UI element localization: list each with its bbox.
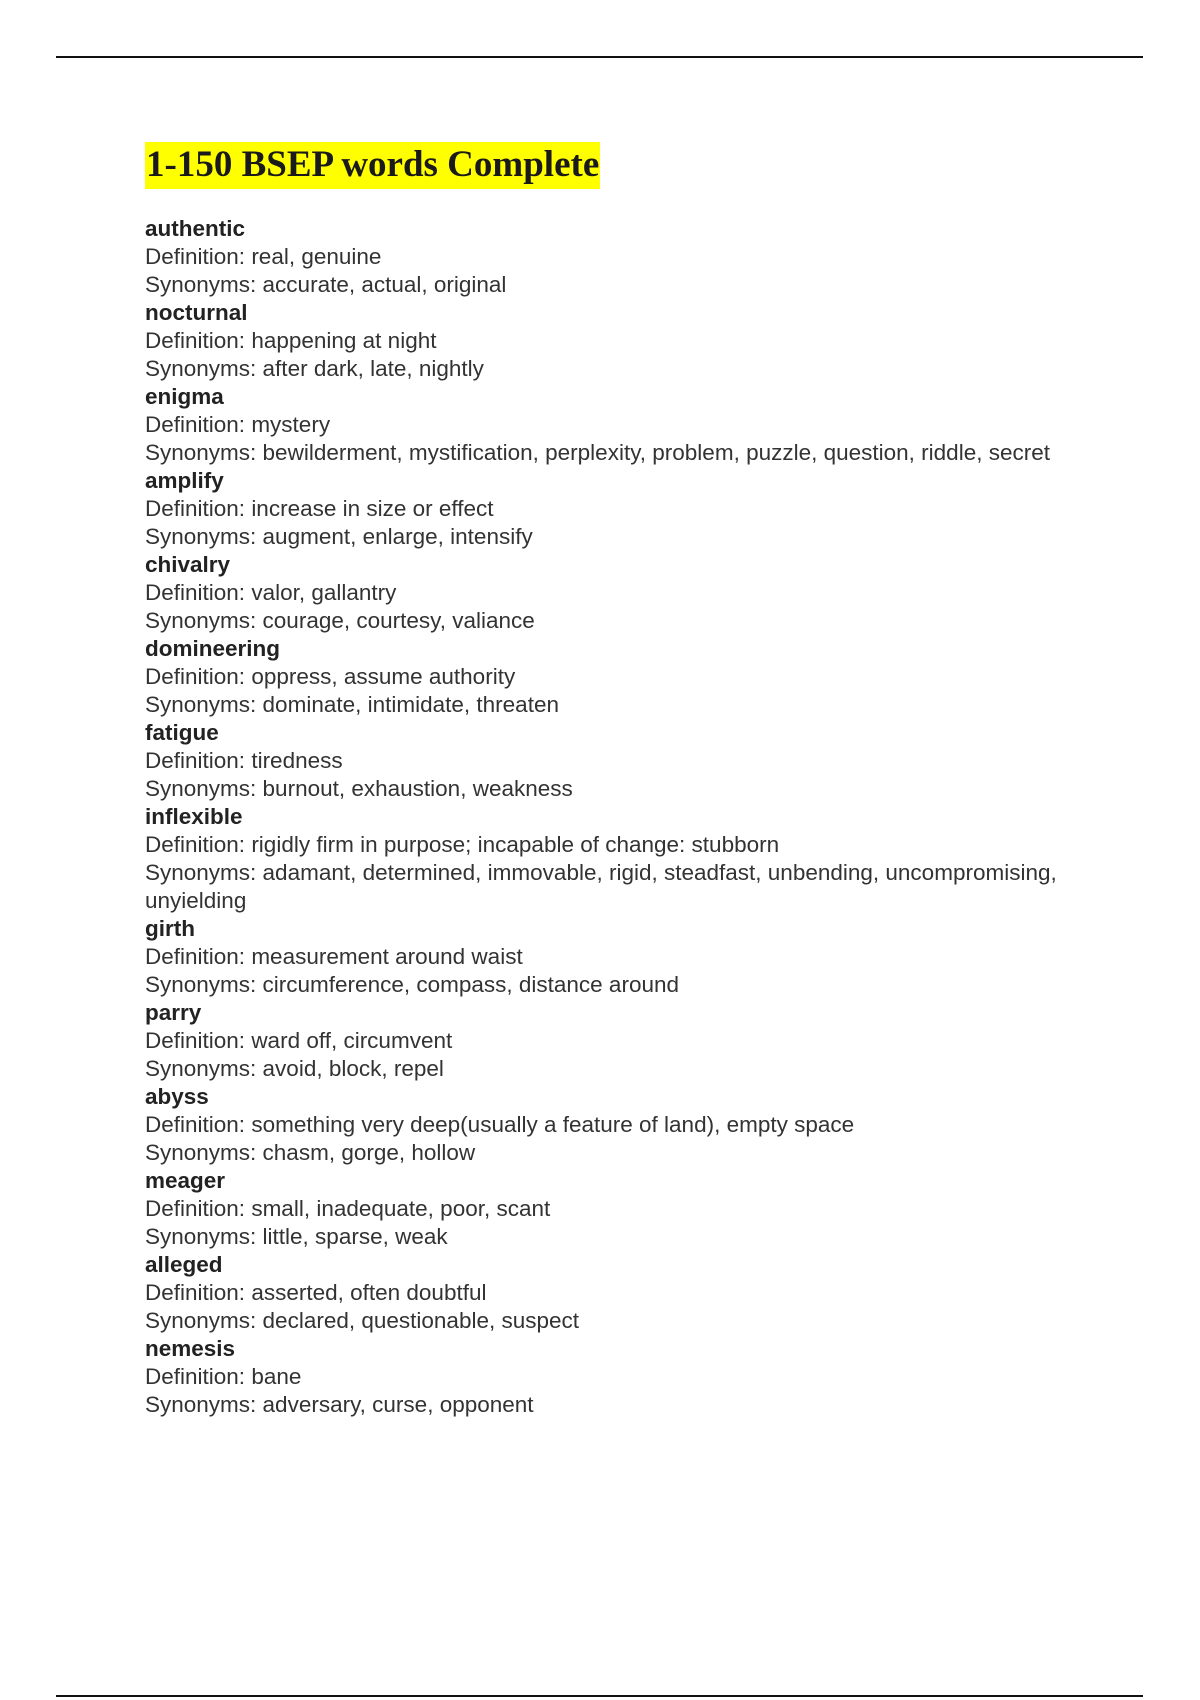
bottom-rule: [56, 1695, 1143, 1697]
vocab-definition: [145, 1363, 1105, 1391]
definition-text: increase in size or effect: [251, 496, 494, 521]
definition-label: Definition:: [145, 1364, 252, 1389]
vocab-definition: [145, 1279, 1105, 1307]
synonyms-label: Synonyms:: [145, 272, 263, 297]
vocab-word: abyss: [145, 1084, 209, 1109]
synonyms-label: Synonyms:: [145, 692, 263, 717]
vocab-entry: [145, 467, 1105, 551]
synonyms-text: after dark, late, nightly: [262, 356, 484, 381]
top-rule: [56, 56, 1143, 58]
synonyms-text: avoid, block, repel: [262, 1056, 444, 1081]
vocab-synonyms: [145, 1139, 1105, 1167]
definition-label: Definition:: [145, 244, 252, 269]
vocab-entry: [145, 803, 1105, 915]
vocab-synonyms: [145, 1307, 1105, 1335]
definition-text: real, genuine: [251, 244, 382, 269]
page-title: 1-150 BSEP words Complete: [145, 142, 600, 189]
vocab-entry: [145, 299, 1105, 383]
definition-label: Definition:: [145, 580, 252, 605]
definition-label: Definition:: [145, 832, 252, 857]
vocab-entry: [145, 635, 1105, 719]
vocab-definition: [145, 1195, 1105, 1223]
synonyms-text: adamant, determined, immovable, rigid, steadfast, unbending, uncompromising, unyielding: [145, 860, 1057, 913]
definition-label: Definition:: [145, 1196, 252, 1221]
definition-label: Definition:: [145, 748, 252, 773]
vocab-synonyms: [145, 971, 1105, 999]
definition-text: something very deep(usually a feature of land), empty space: [251, 1112, 855, 1137]
vocab-word: parry: [145, 1000, 202, 1025]
definition-label: Definition:: [145, 412, 252, 437]
vocab-definition: [145, 579, 1105, 607]
vocab-synonyms: [145, 1223, 1105, 1251]
definition-text: valor, gallantry: [251, 580, 397, 605]
vocab-synonyms: [145, 1055, 1105, 1083]
synonyms-label: Synonyms:: [145, 1392, 263, 1417]
vocab-synonyms: [145, 691, 1105, 719]
vocab-definition: [145, 663, 1105, 691]
vocab-word: amplify: [145, 468, 224, 493]
vocab-definition: [145, 831, 1105, 859]
definition-label: Definition:: [145, 1280, 252, 1305]
vocab-word: enigma: [145, 384, 224, 409]
vocab-word: girth: [145, 916, 195, 941]
vocab-synonyms: [145, 523, 1105, 551]
synonyms-text: courage, courtesy, valiance: [262, 608, 535, 633]
definition-text: oppress, assume authority: [251, 664, 516, 689]
vocab-definition: [145, 411, 1105, 439]
vocab-synonyms: [145, 607, 1105, 635]
vocab-synonyms: [145, 355, 1105, 383]
definition-label: Definition:: [145, 944, 252, 969]
definition-text: rigidly firm in purpose; incapable of change: stubborn: [251, 832, 780, 857]
synonyms-label: Synonyms:: [145, 972, 263, 997]
synonyms-text: dominate, intimidate, threaten: [262, 692, 559, 717]
vocab-definition: [145, 943, 1105, 971]
synonyms-label: Synonyms:: [145, 1056, 263, 1081]
vocab-synonyms: [145, 775, 1105, 803]
definition-label: Definition:: [145, 328, 252, 353]
vocab-word: nocturnal: [145, 300, 248, 325]
definition-label: Definition:: [145, 1112, 252, 1137]
document-content: [145, 142, 1105, 1419]
definition-text: asserted, often doubtful: [251, 1280, 487, 1305]
synonyms-text: chasm, gorge, hollow: [262, 1140, 476, 1165]
synonyms-label: Synonyms:: [145, 776, 263, 801]
vocab-synonyms: [145, 439, 1105, 467]
synonyms-text: circumference, compass, distance around: [262, 972, 679, 997]
definition-label: Definition:: [145, 496, 252, 521]
synonyms-label: Synonyms:: [145, 356, 263, 381]
vocab-word: domineering: [145, 636, 281, 661]
synonyms-label: Synonyms:: [145, 1308, 263, 1333]
definition-text: measurement around waist: [251, 944, 523, 969]
vocab-definition: [145, 243, 1105, 271]
synonyms-text: little, sparse, weak: [262, 1224, 448, 1249]
vocab-word: chivalry: [145, 552, 231, 577]
vocab-entry: [145, 1335, 1105, 1419]
synonyms-label: Synonyms:: [145, 1140, 263, 1165]
synonyms-label: Synonyms:: [145, 524, 263, 549]
vocab-word: fatigue: [145, 720, 219, 745]
vocab-definition: [145, 747, 1105, 775]
synonyms-text: accurate, actual, original: [262, 272, 507, 297]
definition-text: bane: [251, 1364, 302, 1389]
vocab-word: authentic: [145, 216, 246, 241]
synonyms-text: adversary, curse, opponent: [262, 1392, 534, 1417]
vocab-entry: [145, 551, 1105, 635]
synonyms-label: Synonyms:: [145, 860, 263, 885]
vocab-entry: [145, 1251, 1105, 1335]
synonyms-label: Synonyms:: [145, 440, 263, 465]
synonyms-text: burnout, exhaustion, weakness: [262, 776, 573, 801]
vocab-entry: [145, 999, 1105, 1083]
vocab-definition: [145, 1027, 1105, 1055]
definition-text: small, inadequate, poor, scant: [251, 1196, 551, 1221]
vocab-entry: [145, 1083, 1105, 1167]
definition-label: Definition:: [145, 1028, 252, 1053]
synonyms-label: Synonyms:: [145, 608, 263, 633]
synonyms-text: bewilderment, mystification, perplexity, problem, puzzle, question, riddle, secret: [262, 440, 1050, 465]
definition-text: mystery: [251, 412, 331, 437]
vocab-entry: [145, 915, 1105, 999]
synonyms-label: Synonyms:: [145, 1224, 263, 1249]
vocab-synonyms: [145, 1391, 1105, 1419]
synonyms-text: declared, questionable, suspect: [262, 1308, 580, 1333]
vocab-entry: [145, 383, 1105, 467]
vocab-entry: [145, 215, 1105, 299]
vocab-definition: [145, 1111, 1105, 1139]
synonyms-text: augment, enlarge, intensify: [262, 524, 533, 549]
vocab-word: nemesis: [145, 1336, 236, 1361]
vocab-entry: [145, 1167, 1105, 1251]
vocab-entry: [145, 719, 1105, 803]
definition-text: ward off, circumvent: [251, 1028, 453, 1053]
vocab-word: inflexible: [145, 804, 243, 829]
vocab-word: meager: [145, 1168, 226, 1193]
definition-text: happening at night: [251, 328, 437, 353]
vocab-definition: [145, 327, 1105, 355]
definition-text: tiredness: [251, 748, 343, 773]
vocab-word: alleged: [145, 1252, 223, 1277]
vocab-synonyms: [145, 271, 1105, 299]
vocab-synonyms: [145, 859, 1105, 915]
definition-label: Definition:: [145, 664, 252, 689]
vocab-definition: [145, 495, 1105, 523]
vocabulary-list: [145, 215, 1105, 1419]
